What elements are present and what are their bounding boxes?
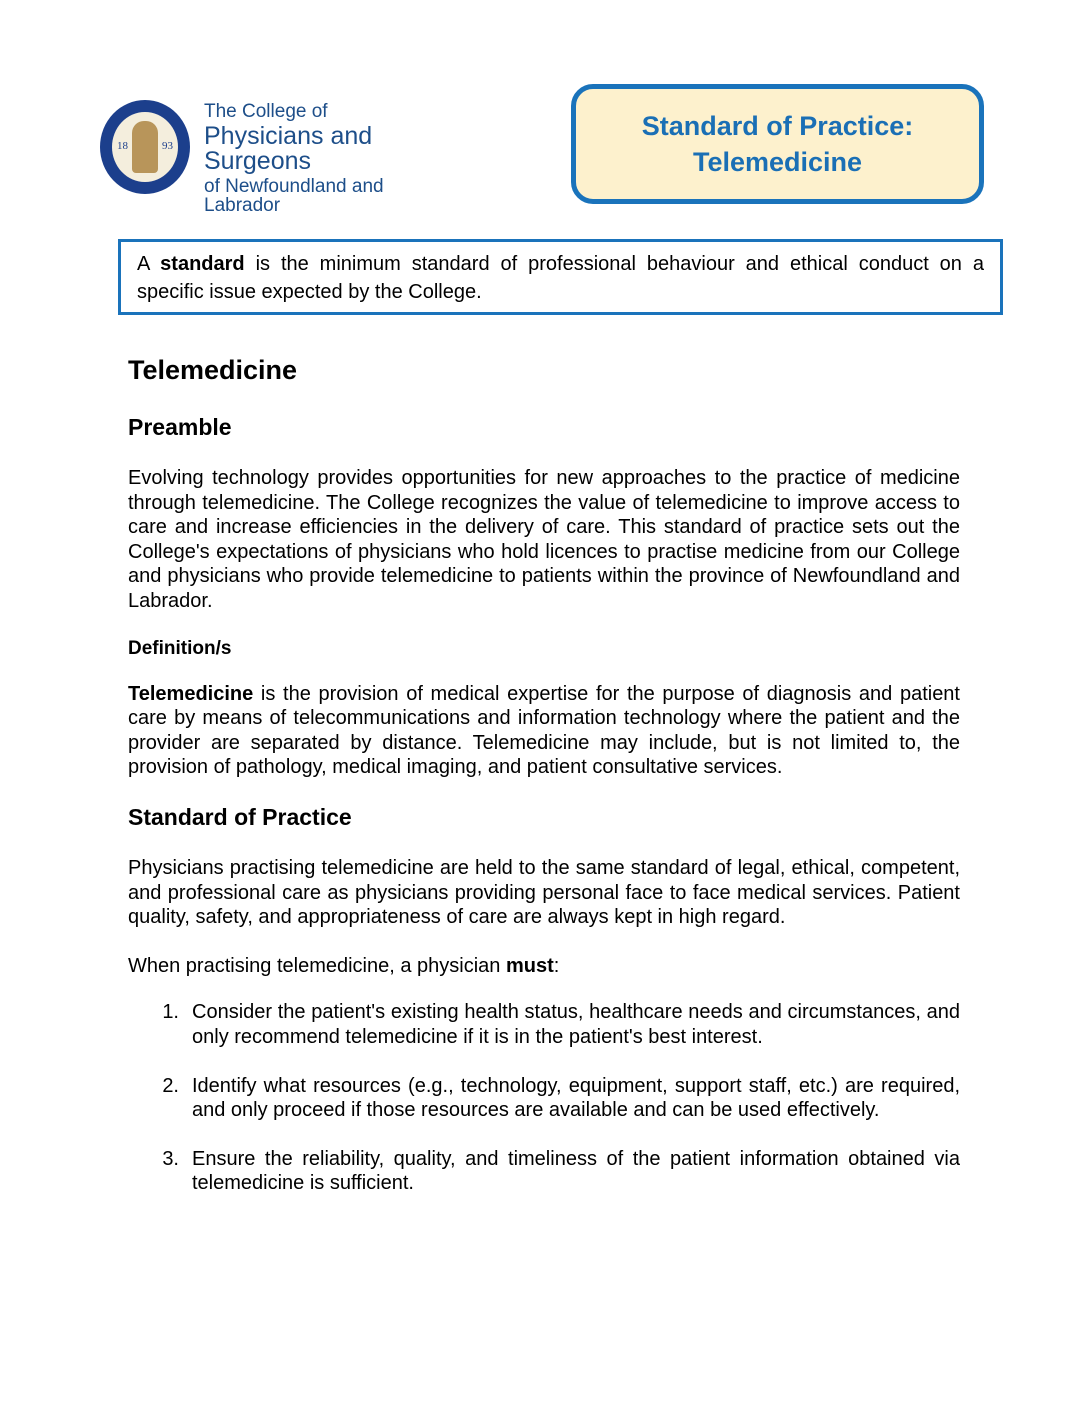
college-seal-icon <box>100 100 190 194</box>
college-name-line3: of Newfoundland and Labrador <box>204 176 384 216</box>
must-suffix: : <box>553 954 560 977</box>
list-item-text: Ensure the reliability, quality, and timeliness of the patient information obtained via telemedicine is sufficient. <box>192 1147 960 1195</box>
standard-definition-box <box>118 239 1003 315</box>
list-item-number: 1. <box>162 1001 179 1024</box>
document-type-title-box <box>571 84 984 204</box>
standard-of-practice-heading: Standard of Practice <box>128 803 352 830</box>
list-item-number: 3. <box>162 1147 179 1170</box>
college-name <box>204 102 440 215</box>
must-prefix: When practising telemedicine, a physician <box>128 954 506 977</box>
must-bold: must <box>505 954 554 977</box>
list-item <box>128 1000 960 1049</box>
definitions-heading: Definition/s <box>128 637 232 659</box>
document-body <box>128 350 960 1196</box>
definition-telemedicine <box>128 682 960 780</box>
definition-text: is the minimum standard of professional behaviour and ethical conduct on a specific issue expected by the College. <box>137 253 984 303</box>
document-title: Telemedicine <box>128 355 298 385</box>
seal-year-left: 18 <box>117 140 128 152</box>
preamble-text: Evolving technology provides opportunities for new approaches to the practice of medicine through telemedicine. The College recognizes the value of telemedicine to improve access to care and increase efficiencies in the delivery of care. This standard of practice sets out the College's expectations of physicians who hold licences to practise medicine from our College and physicians who provide telemedicine to patients within the province of Newfoundland and Labrador. <box>128 467 960 612</box>
definition-term: standard <box>160 253 245 275</box>
title-box-line2: Telemedicine <box>692 147 863 177</box>
college-name-line1: The College of <box>204 101 328 122</box>
list-item-text: Consider the patient's existing health status, healthcare needs and circumstances, and only recommend telemedicine if it is in the patient's best interest. <box>192 1001 960 1048</box>
list-item-number: 2. <box>162 1074 179 1097</box>
list-item <box>128 1074 960 1123</box>
definition-prefix: A <box>137 253 161 275</box>
definition-telemedicine-text: is the provision of medical expertise for the purpose of diagnosis and patient care by means of telecommunications and information technology where the patient and the provider are separated by distance. Telemedicine may include, but is not limited to, the provision of pathology, medical imaging, and patient consultative services. <box>128 682 960 779</box>
standard-text: Physicians practising telemedicine are held to the same standard of legal, ethical, competent, and professional care as physicians providing personal face to face medical services. Patient quality, safety, and appropriateness of care are always kept in high regard. <box>128 856 960 929</box>
definition-term-telemedicine: Telemedicine <box>128 682 254 705</box>
list-item <box>128 1147 960 1196</box>
college-name-line2: Physicians and Surgeons <box>204 122 373 175</box>
must-intro <box>128 954 960 979</box>
seal-year-right: 93 <box>162 140 173 152</box>
title-box-line1: Standard of Practice: <box>641 111 914 141</box>
preamble-heading: Preamble <box>128 414 232 440</box>
requirements-list <box>128 1000 960 1196</box>
college-logo <box>100 100 440 216</box>
list-item-text: Identify what resources (e.g., technology, equipment, support staff, etc.) are required, and only proceed if those resources are available and can be used effectively. <box>192 1074 960 1122</box>
